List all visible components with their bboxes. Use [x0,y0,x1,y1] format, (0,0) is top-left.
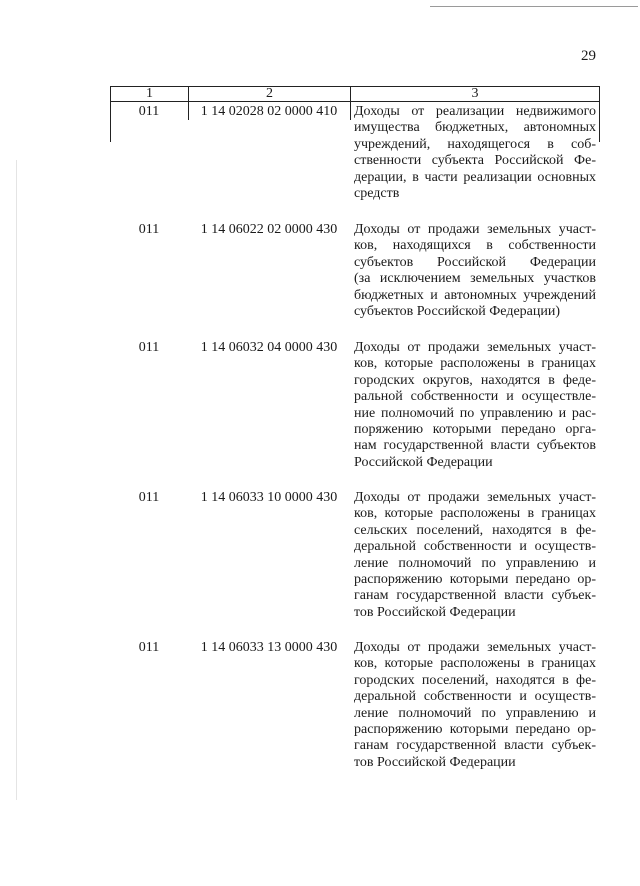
description-line: распоряжению которыми передано ор- [354,722,596,738]
description-line: поряжению которыми передано орга- [354,422,596,438]
description-line: Доходы от продажи земельных участ- [354,490,596,505]
description-line: деральной собственности и осуществ- [354,689,596,705]
description-line: субъектов Российской Федерации [354,254,596,270]
description-line: имущества бюджетных, автономных [354,120,596,136]
kbk-code: 1 14 06032 04 0000 430 [200,340,338,355]
description-line: ление полномочий по управлению и [354,705,596,721]
description-line: Доходы от реализации недвижимого [354,104,596,119]
description-line: ков, находящихся в собственности [354,238,596,254]
table-header-col-2: 2 [189,87,351,101]
description-line: ление полномочий по управлению и [354,555,596,571]
table-row [110,490,600,621]
description-line: Доходы от продажи земельных участ- [354,640,596,655]
kbk-code: 1 14 06022 02 0000 430 [200,222,338,237]
description-line: ков, которые расположены в границах [354,356,596,372]
description-line: распоряжению которыми передано ор- [354,572,596,588]
kbk-code: 1 14 06033 13 0000 430 [200,640,338,655]
admin-code: 011 [138,222,160,237]
description-line: ние полномочий по управлению и рас- [354,405,596,421]
description-line: (за исключением земельных участков [354,271,596,287]
income-description [350,104,596,202]
table-row [110,222,600,320]
admin-code: 011 [138,640,160,655]
description-line: бюджетных и автономных учреждений [354,287,596,303]
table-header-col-3: 3 [471,86,479,101]
income-description [350,340,596,471]
description-line: нам государственной власти субъектов [354,438,596,454]
description-line: Российской Федерации [354,454,493,470]
table-row [110,340,600,471]
admin-code: 011 [138,340,160,355]
description-line: ственности субъекта Российской Фе- [354,153,596,169]
description-line: ральной собственности и осуществле- [354,389,596,405]
description-line: тов Российской Федерации [354,754,516,770]
description-line: тов Российской Федерации [354,604,516,620]
scan-edge-line [430,6,638,7]
description-line: деральной собственности и осуществ- [354,539,596,555]
description-line: городских поселений, находятся в фе- [354,672,596,688]
description-line: ганам государственной власти субъек- [354,588,596,604]
income-description [350,640,596,771]
table-header-col-1: 1 [111,87,189,101]
admin-code: 011 [138,104,160,119]
description-line: ков, которые расположены в границах [354,506,596,522]
table-row [110,640,600,771]
description-line: городских округов, находятся в феде- [354,372,596,388]
table-header-row [110,86,600,102]
admin-code: 011 [138,490,160,505]
description-line: Доходы от продажи земельных участ- [354,222,596,237]
table-row [110,104,600,202]
scan-shadow-line [16,160,17,800]
description-line: сельских поселений, находятся в фе- [354,522,596,538]
description-line: субъектов Российской Федерации) [354,304,561,320]
kbk-code: 1 14 02028 02 0000 410 [200,104,338,119]
description-line: средств [354,186,400,202]
description-line: Доходы от продажи земельных участ- [354,340,596,355]
page-number: 29 [581,48,596,64]
income-description [350,490,596,621]
description-line: ганам государственной власти субъек- [354,738,596,754]
description-line: дерации, в части реализации основных [354,169,596,185]
income-description [350,222,596,320]
description-line: ков, которые расположены в границах [354,656,596,672]
kbk-code: 1 14 06033 10 0000 430 [200,490,338,505]
description-line: учреждений, находящегося в соб- [354,136,596,152]
